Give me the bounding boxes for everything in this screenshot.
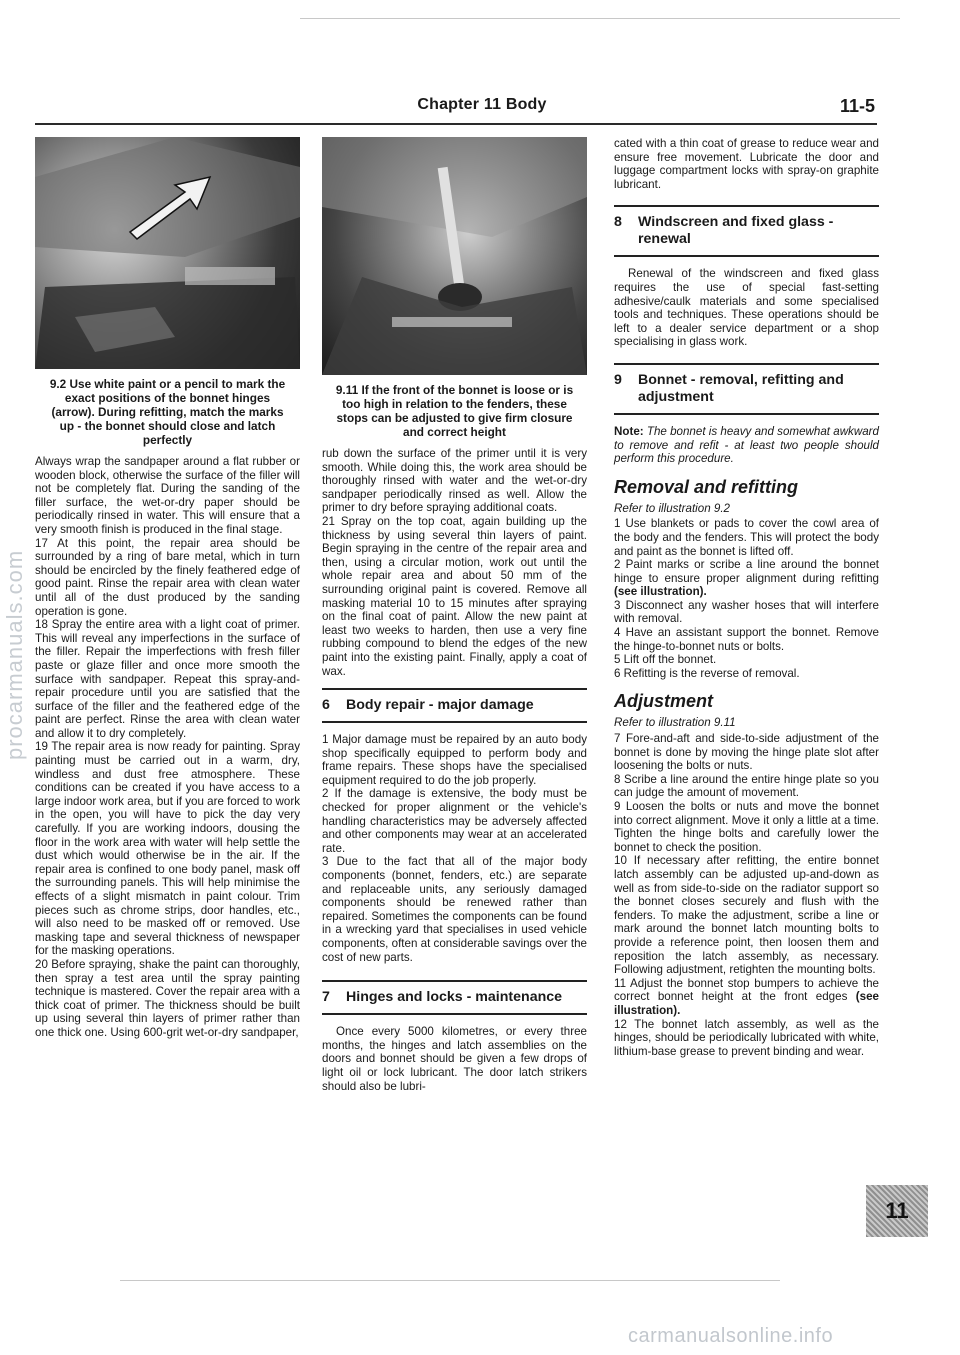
note-text: The bonnet is heavy and somewhat awkward to remove and refit - at least two people should perform this procedure. [614, 424, 879, 466]
illustration-reference: Refer to illustration 9.11 [614, 716, 736, 730]
paragraph-step-18: 18 Spray the entire area with a light coat of primer. This will reveal any imperfections in the surface of the filler. Repair the imperfections with fresh filler paste or glaze filler and once more smooth the surface with sandpaper. Repeat this spray-and-repair procedure until you are satisfied that the surface of the filler and the feathered edge of the paint are perfect. Rinse the area with clean water and allow it to dry completely. [35, 618, 300, 740]
paragraph: Always wrap the sandpaper around a flat rubber or wooden block, otherwise the surface of the filler will not be completely flat. During the sanding of the filler surface, the wet-or-dry paper should be periodically rinsed in water. This will ensure that a very smooth finish is produced in the final stage. [35, 455, 300, 536]
paragraph-step-8: 8 Scribe a line around the entire hinge plate so you can judge the amount of movement. [614, 772, 879, 800]
paragraph: Renewal of the windscreen and fixed glass requires the use of special fast-setting adhesive/caulk materials and some specialised tools and techniques. These operations should be left to a dealer service department or a shop specialising in glass work. [614, 267, 879, 349]
watermark-left-text: procarmanuals.com [2, 549, 27, 760]
illustration-link: (see illustration). [614, 990, 879, 1017]
section-title: Bonnet - removal, refitting and adjustment [638, 371, 844, 405]
photo-bonnet-stop-drawing [322, 137, 587, 375]
paragraph-step-7: 7 Fore-and-aft and side-to-side adjustment of the bonnet is done by moving the hinge plate slot after loosening the bolts or nuts. [614, 732, 879, 773]
illustration-reference: Refer to illustration 9.2 [614, 501, 730, 515]
page-number: 11-5 [840, 96, 876, 116]
paragraph-step-17: 17 At this point, the repair area should be surrounded by a ring of bare metal, which in turn should be encircled by the finely feathered edge of good paint. Rinse the repair area with clean water until all of the dust produced by the sanding operation is gone. [35, 536, 300, 618]
paragraph-step-6: 6 Refitting is the reverse of removal. [614, 666, 800, 680]
paragraph: cated with a thin coat of grease to reduce wear and ensure free movement. Lubricate the door and luggage compartment locks with spray-on graphite lubricant. [614, 137, 879, 191]
paragraph-step-2: 2 If the damage is extensive, the body must be checked for proper alignment or the vehicle's handling characteristics may be adversely affected and other components may wear at an accelerated rate. [322, 787, 587, 855]
figure-caption-9-11: 9.11 If the front of the bonnet is loose or is too high in relation to the fenders, these stops can be adjusted to give firm closure and correct height [335, 383, 574, 439]
paragraph-step-11 [614, 977, 879, 1018]
column-left [35, 137, 300, 1040]
chapter-tab: 11 [866, 1185, 928, 1237]
paragraph-step-9: 9 Loosen the bolts or nuts and move the bonnet into correct alignment. Move it only a little at a time. Tighten the hinge bolts and carefully lower the bonnet to check the position. [614, 800, 879, 854]
photo-bonnet-stop [322, 137, 587, 375]
photo-bonnet-hinge-drawing [35, 137, 300, 369]
step-text: 2 Paint marks or scribe a line around the bonnet hinge to ensure proper alignment during refitting [614, 558, 879, 585]
section-title: Windscreen and fixed glass - renewal [638, 214, 834, 248]
paragraph-step-3: 3 Disconnect any washer hoses that will interfere with removal. [614, 598, 879, 626]
photo-bonnet-hinge [35, 137, 300, 369]
column-middle [322, 137, 587, 1093]
section-number: 6 [322, 697, 330, 714]
scan-artifact-bottom [120, 1280, 780, 1281]
watermark-bottom: carmanualsonline.info [628, 1325, 834, 1347]
paragraph-step-1: 1 Use blankets or pads to cover the cowl area of the body and the fenders. This will protect the body and paint as the bonnet is lifted off. [614, 517, 879, 558]
section-heading-9 [614, 363, 879, 415]
subheading-adjustment: Adjustment [614, 691, 713, 712]
paragraph-step-10: 10 If necessary after refitting, the entire bonnet latch assembly can be adjusted up-and-down as well as from side-to-side on the radiator support so the bonnet closes securely and flush with the fenders. To make the adjustment, scribe a line or mark around the bonnet latch mounting bolts to provide a reference point, then loosen them and reposition the latch assembly, as necessary. Following adjustment, retighten the mounting bolts. [614, 854, 879, 977]
paragraph-step-1: 1 Major damage must be repaired by an auto body shop specifically equipped to perform body and frame repairs. These shops have the specialised equipment required to do the job properly. [322, 733, 587, 787]
note-paragraph [614, 425, 879, 466]
column-right [614, 137, 879, 1058]
paragraph-step-5: 5 Lift off the bonnet. [614, 653, 717, 667]
section-title: Hinges and locks - maintenance [346, 989, 563, 1006]
paragraph-step-12: 12 The bonnet latch assembly, as well as the hinges, should be periodically lubricated with white, lithium-base grease to prevent binding and wear. [614, 1017, 879, 1058]
section-number: 7 [322, 989, 330, 1006]
section-number: 9 [614, 371, 622, 388]
paragraph-step-21: 21 Spray on the top coat, again building up the thickness by using several thin layers of paint. Begin spraying in the centre of the repair area and then, using a circular motion, work out until the whole repair area and about 50 mm of the surrounding original paint is covered. Remove all masking material 10 to 15 minutes after spraying on the final coat of paint. Allow the new paint at least two weeks to harden, then use a very fine rubbing compound to blend the edges of the new paint into the existing paint. Finally, apply a coat of wax. [322, 514, 587, 678]
paragraph: Once every 5000 kilometres, or every three months, the hinges and latch assemblies on the doors and bonnet should be given a few drops of light oil or lock lubricant. The door latch strikers should also be lubri- [322, 1025, 587, 1093]
subheading-removal: Removal and refitting [614, 476, 799, 497]
header-rule [35, 123, 877, 125]
scan-artifact-top [300, 18, 900, 19]
section-heading-6 [322, 688, 587, 723]
illustration-link: (see illustration). [614, 585, 707, 599]
paragraph-step-2 [614, 558, 879, 599]
section-heading-8 [614, 205, 879, 257]
chapter-title: Chapter 11 Body [417, 96, 547, 113]
paragraph-step-20: 20 Before spraying, shake the paint can thoroughly, then spray a test area until the spray painting technique is mastered. Cover the repair area with a thick coat of primer. The thickness should be built up using several thin layers of primer rather than one thick one. Using 600-grit wet-or-dry sandpaper, [35, 957, 300, 1039]
paragraph-step-3: 3 Due to the fact that all of the major body components (bonnet, fenders, etc.) are separate and replaceable units, any seriously damaged components should be renewed rather than repaired. Sometimes the components can be found in a wrecking yard that specialises in used vehicle components, often at considerable savings over the cost of new parts. [322, 855, 587, 964]
section-heading-7 [322, 980, 587, 1015]
note-label: Note: [614, 424, 644, 438]
section-title: Body repair - major damage [346, 697, 534, 714]
paragraph-step-19: 19 The repair area is now ready for painting. Spray painting must be carried out in a warm, dry, windless and dust free atmosphere. These conditions can be created if you have access to a large indoor work area, but if you are forced to work in the open, you will have to pick the day very carefully. If you are working indoors, dousing the floor in the work area with water will help settle the dust which would otherwise be in the air. If the repair area is confined to one body panel, mask off the surrounding panels. This will help minimise the effects of a slight mismatch in paint colour. Trim pieces such as chrome strips, door handles, etc., will also need to be masked off or removed. Use masking tape and several thickness of newspaper for the masking operations. [35, 740, 300, 958]
paragraph-step-4: 4 Have an assistant support the bonnet. Remove the hinge-to-bonnet nuts or bolts. [614, 626, 879, 653]
section-number: 8 [614, 214, 622, 231]
paragraph: rub down the surface of the primer until it is very smooth. While doing this, the work area should be thoroughly rinsed with water and the wet-or-dry sandpaper periodically rinsed as well. Allow the primer to dry before spraying additional coats. [322, 447, 587, 515]
step-text: 11 Adjust the bonnet stop bumpers to achieve the correct bonnet height at the front edges [614, 976, 879, 1004]
figure-caption-9-2: 9.2 Use white paint or a pencil to mark the exact positions of the bonnet hinges (arrow). During refitting, match the marks up - the bonnet should close and latch perfectly [49, 377, 286, 447]
